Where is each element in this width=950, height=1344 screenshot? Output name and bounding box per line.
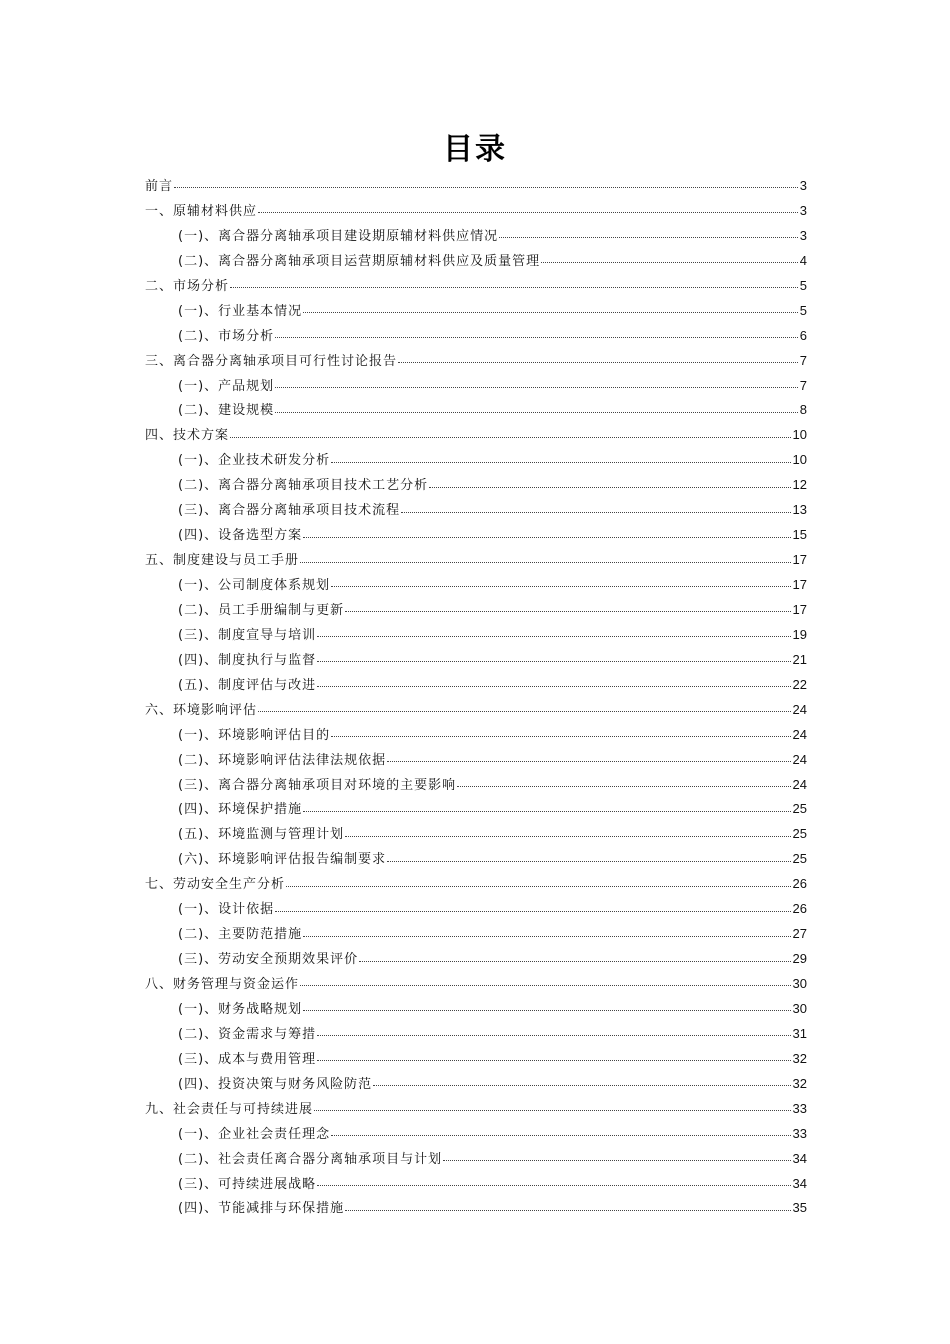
toc-page-number: 5 — [799, 302, 807, 318]
toc-page-number: 29 — [792, 951, 807, 967]
toc-subsection-entry[interactable] — [145, 473, 807, 498]
toc-dot-leader — [258, 211, 798, 213]
toc-entry-label: (一)、公司制度体系规划 — [178, 578, 331, 593]
toc-dot-leader — [303, 810, 790, 812]
toc-section-entry[interactable] — [145, 199, 807, 224]
toc-dot-leader — [387, 860, 790, 862]
toc-page-number: 21 — [792, 651, 807, 667]
toc-dot-leader — [345, 835, 790, 837]
toc-entry-label: (四)、设备选型方案 — [178, 528, 303, 544]
toc-page-number: 3 — [799, 202, 807, 218]
toc-entry-label: 五、制度建设与员工手册 — [145, 553, 300, 569]
toc-dot-leader — [401, 511, 790, 513]
toc-entry-label: (一)、产品规划 — [178, 378, 275, 394]
toc-subsection-entry[interactable] — [145, 1122, 807, 1147]
toc-dot-leader — [331, 1134, 790, 1136]
toc-subsection-entry[interactable] — [145, 1147, 807, 1172]
toc-dot-leader — [174, 186, 798, 188]
toc-entry-label: (四)、环境保护措施 — [178, 802, 303, 818]
toc-dot-leader — [359, 960, 790, 962]
toc-entry-label: (一)、设计依据 — [178, 902, 275, 918]
toc-dot-leader — [275, 386, 798, 388]
toc-dot-leader — [317, 1184, 790, 1186]
page-title: 目录 — [443, 132, 507, 167]
toc-subsection-entry[interactable] — [145, 773, 807, 798]
toc-entry-label: (二)、市场分析 — [178, 328, 275, 344]
toc-dot-leader — [317, 1059, 790, 1061]
toc-dot-leader — [331, 585, 790, 587]
toc-page-number: 15 — [792, 527, 807, 543]
toc-entry-label: 三、离合器分离轴承项目可行性讨论报告 — [145, 353, 398, 369]
toc-section-entry[interactable] — [145, 1097, 807, 1122]
toc-section-entry[interactable] — [145, 174, 807, 199]
toc-page-number: 26 — [792, 876, 807, 892]
toc-entry-label: (二)、离合器分离轴承项目运营期原辅材料供应及质量管理 — [178, 253, 541, 269]
toc-page-number: 19 — [792, 626, 807, 642]
toc-dot-leader — [317, 685, 790, 687]
toc-entry-label: (三)、成本与费用管理 — [178, 1051, 317, 1067]
toc-subsection-entry[interactable] — [145, 1022, 807, 1047]
toc-entry-label: (二)、主要防范措施 — [178, 927, 303, 943]
toc-entry-label: (一)、财务战略规划 — [178, 1001, 303, 1017]
toc-dot-leader — [303, 536, 790, 538]
toc-subsection-entry[interactable] — [145, 1047, 807, 1072]
toc-dot-leader — [429, 486, 790, 488]
toc-dot-leader — [317, 1034, 790, 1036]
toc-dot-leader — [373, 1084, 790, 1086]
toc-subsection-entry[interactable] — [145, 623, 807, 648]
toc-dot-leader — [230, 286, 798, 288]
toc-subsection-entry[interactable] — [145, 448, 807, 473]
toc-dot-leader — [275, 411, 798, 413]
toc-subsection-entry[interactable] — [145, 947, 807, 972]
toc-dot-leader — [331, 735, 790, 737]
toc-subsection-entry[interactable] — [145, 324, 807, 349]
toc-dot-leader — [387, 760, 790, 762]
toc-subsection-entry[interactable] — [145, 374, 807, 399]
toc-entry-label: 四、技术方案 — [145, 428, 230, 444]
toc-page-number: 34 — [792, 1175, 807, 1191]
toc-page-number: 26 — [792, 901, 807, 917]
toc-page-number: 4 — [799, 252, 807, 268]
toc-dot-leader — [300, 984, 791, 986]
toc-section-entry[interactable] — [145, 349, 807, 374]
toc-page-number: 24 — [792, 726, 807, 742]
toc-entry-label: (一)、企业技术研发分析 — [178, 453, 331, 469]
toc-page-number: 22 — [792, 676, 807, 692]
toc-dot-leader — [331, 461, 790, 463]
toc-dot-leader — [286, 885, 791, 887]
toc-page-number: 5 — [799, 277, 807, 293]
toc-entry-label: (六)、环境影响评估报告编制要求 — [178, 852, 387, 868]
toc-entry-label: (二)、社会责任离合器分离轴承项目与计划 — [178, 1151, 443, 1167]
toc-entry-label: (一)、离合器分离轴承项目建设期原辅材料供应情况 — [178, 228, 499, 244]
toc-subsection-entry[interactable] — [145, 922, 807, 947]
toc-subsection-entry[interactable] — [145, 224, 807, 249]
toc-dot-leader — [275, 910, 790, 912]
toc-subsection-entry[interactable] — [145, 847, 807, 872]
toc-entry-label: (三)、可持续进展战略 — [178, 1176, 317, 1192]
toc-subsection-entry[interactable] — [145, 598, 807, 623]
toc-entry-label: (二)、环境影响评估法律法规依据 — [178, 752, 387, 768]
toc-entry-label: 二、市场分析 — [145, 278, 230, 294]
toc-entry-label: (二)、离合器分离轴承项目技术工艺分析 — [178, 478, 429, 494]
toc-entry-label: (三)、制度宣导与培训 — [178, 627, 317, 643]
toc-subsection-entry[interactable] — [145, 299, 807, 324]
toc-subsection-entry[interactable] — [145, 797, 807, 822]
toc-page-number: 25 — [792, 801, 807, 817]
toc-section-entry[interactable] — [145, 698, 807, 723]
toc-page-number: 10 — [792, 427, 807, 443]
toc-page-number: 3 — [799, 227, 807, 243]
toc-dot-leader — [314, 1109, 791, 1111]
toc-entry-label: (五)、环境监测与管理计划 — [178, 827, 345, 843]
toc-subsection-entry[interactable] — [145, 723, 807, 748]
toc-entry-label: (四)、投资决策与财务风险防范 — [178, 1076, 373, 1092]
toc-entry-label: 七、劳动安全生产分析 — [145, 877, 286, 893]
table-of-contents — [145, 174, 807, 1221]
toc-page-number: 33 — [792, 1125, 807, 1141]
toc-page-number: 24 — [792, 701, 807, 717]
toc-subsection-entry[interactable] — [145, 398, 807, 423]
toc-subsection-entry[interactable] — [145, 498, 807, 523]
toc-entry-label: 前言 — [145, 179, 174, 194]
toc-subsection-entry[interactable] — [145, 997, 807, 1022]
toc-entry-label: 九、社会责任与可持续进展 — [145, 1101, 314, 1117]
toc-subsection-entry[interactable] — [145, 573, 807, 598]
toc-page-number: 34 — [792, 1150, 807, 1166]
toc-entry-label: (一)、环境影响评估目的 — [178, 727, 331, 743]
toc-subsection-entry[interactable] — [145, 249, 807, 274]
toc-entry-label: 一、原辅材料供应 — [145, 203, 258, 219]
toc-dot-leader — [230, 436, 791, 438]
toc-page-number: 17 — [792, 577, 807, 592]
toc-entry-label: (二)、员工手册编制与更新 — [178, 602, 345, 618]
toc-section-entry[interactable] — [145, 423, 807, 448]
toc-dot-leader — [303, 311, 798, 313]
toc-entry-label: (二)、建设规模 — [178, 403, 275, 419]
toc-dot-leader — [275, 336, 798, 338]
toc-page-number: 27 — [792, 926, 807, 942]
toc-page-number: 7 — [799, 377, 807, 393]
toc-page-number: 33 — [792, 1100, 807, 1116]
toc-entry-label: (四)、节能减排与环保措施 — [178, 1201, 345, 1217]
toc-dot-leader — [345, 1209, 790, 1211]
toc-page-number: 17 — [792, 601, 807, 617]
toc-entry-label: (四)、制度执行与监督 — [178, 652, 317, 668]
toc-subsection-entry[interactable] — [145, 748, 807, 773]
toc-entry-label: (三)、离合器分离轴承项目技术流程 — [178, 503, 401, 519]
toc-page-number: 35 — [792, 1200, 807, 1216]
toc-entry-label: 八、财务管理与资金运作 — [145, 977, 300, 992]
toc-page-number: 13 — [792, 502, 807, 518]
toc-dot-leader — [457, 785, 790, 787]
toc-dot-leader — [398, 361, 798, 363]
toc-page-number: 24 — [792, 776, 807, 792]
toc-section-entry[interactable] — [145, 548, 807, 573]
toc-subsection-entry[interactable] — [145, 673, 807, 698]
toc-dot-leader — [345, 610, 790, 612]
toc-entry-label: (五)、制度评估与改进 — [178, 677, 317, 693]
toc-page-number: 8 — [799, 402, 807, 418]
toc-entry-label: (一)、行业基本情况 — [178, 303, 303, 319]
toc-section-entry[interactable] — [145, 872, 807, 897]
toc-subsection-entry[interactable] — [145, 523, 807, 548]
toc-page-number: 32 — [792, 1050, 807, 1066]
toc-section-entry[interactable] — [145, 972, 807, 997]
toc-entry-label: (一)、企业社会责任理念 — [178, 1126, 331, 1142]
toc-subsection-entry[interactable] — [145, 1172, 807, 1197]
toc-page-number: 25 — [792, 826, 807, 842]
toc-entry-label: (三)、劳动安全预期效果评价 — [178, 952, 359, 968]
toc-subsection-entry[interactable] — [145, 648, 807, 673]
toc-entry-label: (三)、离合器分离轴承项目对环境的主要影响 — [178, 777, 457, 793]
toc-dot-leader — [258, 710, 791, 712]
toc-page-number: 32 — [792, 1075, 807, 1091]
toc-page-number: 30 — [792, 1000, 807, 1016]
toc-dot-leader — [443, 1159, 790, 1161]
toc-dot-leader — [300, 561, 791, 563]
toc-page-number: 24 — [792, 751, 807, 767]
toc-page-number: 25 — [792, 851, 807, 867]
toc-dot-leader — [317, 635, 790, 637]
toc-section-entry[interactable] — [145, 274, 807, 299]
toc-dot-leader — [303, 935, 790, 937]
toc-dot-leader — [317, 660, 790, 662]
toc-page-number: 3 — [799, 178, 807, 193]
toc-subsection-entry[interactable] — [145, 897, 807, 922]
toc-entry-label: (二)、资金需求与筹措 — [178, 1026, 317, 1042]
toc-subsection-entry[interactable] — [145, 822, 807, 847]
toc-subsection-entry[interactable] — [145, 1072, 807, 1097]
toc-page-number: 31 — [792, 1025, 807, 1041]
toc-dot-leader — [499, 236, 798, 238]
toc-page-number: 12 — [792, 477, 807, 493]
toc-dot-leader — [303, 1009, 790, 1011]
toc-page-number: 7 — [799, 352, 807, 368]
toc-entry-label: 六、环境影响评估 — [145, 702, 258, 718]
toc-page-number: 10 — [792, 452, 807, 468]
toc-page-number: 17 — [792, 552, 807, 568]
toc-subsection-entry[interactable] — [145, 1196, 807, 1221]
toc-page-number: 30 — [792, 976, 807, 991]
toc-dot-leader — [541, 261, 798, 263]
toc-page-number: 6 — [799, 327, 807, 343]
